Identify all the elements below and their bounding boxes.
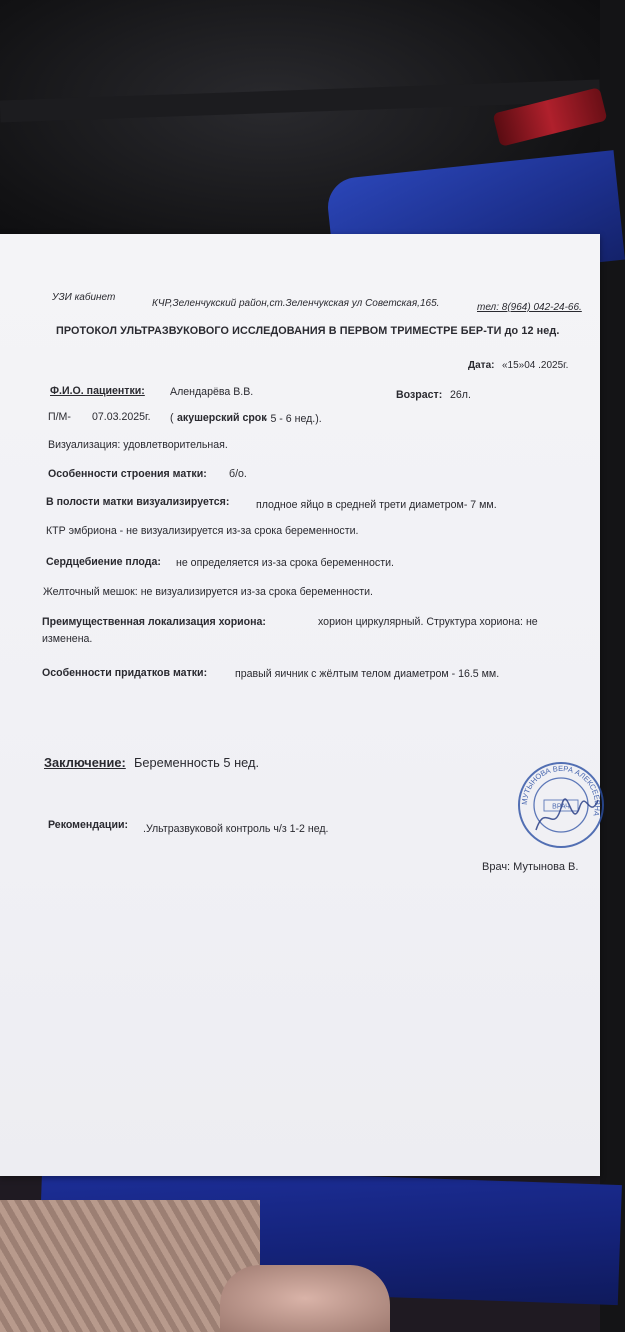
doctor-stamp xyxy=(516,760,606,850)
clinic-address: КЧР,Зеленчукский район,ст.Зеленчукская ул Советская,165. xyxy=(152,298,440,309)
doctor-signature-line: Врач: Мутынова В. xyxy=(482,861,579,873)
chorion-value-continued: изменена. xyxy=(42,633,93,645)
term-label: акушерский срок xyxy=(177,412,267,424)
paper-sheet xyxy=(0,234,603,1176)
uterus-value: б/о. xyxy=(229,468,247,480)
stamp-center-text: ВРАЧ xyxy=(552,803,570,811)
term-open: ( xyxy=(170,412,174,424)
cavity-value: плодное яйцо в средней трети диаметром- 7 мм. xyxy=(256,499,497,511)
date-value: «15»04 .2025г. xyxy=(502,360,569,371)
cavity-label: В полости матки визуализируется: xyxy=(46,496,230,508)
conclusion-value: Беременность 5 нед. xyxy=(134,755,259,770)
yolk-sac-line: Желточный мешок: не визуализируется из-за срока беременности. xyxy=(43,586,373,598)
date-label: Дата: xyxy=(468,360,495,371)
ktr-line: КТР эмбриона - не визуализируется из-за срока беременности. xyxy=(46,525,359,537)
background-pink-object xyxy=(220,1265,390,1332)
visualization-line: Визуализация: удовлетворительная. xyxy=(48,439,228,451)
adnexa-label: Особенности придатков матки: xyxy=(42,667,208,679)
chorion-value: хорион циркулярный. Структура хориона: не xyxy=(318,616,538,628)
heartbeat-value: не определяется из-за срока беременности. xyxy=(176,557,394,569)
office-label: УЗИ кабинет xyxy=(52,292,116,303)
recommendations-label: Рекомендации: xyxy=(48,819,128,831)
recommendations-value: .Ультразвуковой контроль ч/з 1-2 нед. xyxy=(143,823,329,835)
document-title: ПРОТОКОЛ УЛЬТРАЗВУКОВОГО ИССЛЕДОВАНИЯ В ПЕРВОМ ТРИМЕСТРЕ БЕР-ТИ до 12 нед. xyxy=(56,325,560,337)
heartbeat-label: Сердцебиение плода: xyxy=(46,556,161,568)
term-value: - 5 - 6 нед.). xyxy=(264,413,322,425)
patient-name-value: Алендарёва В.В. xyxy=(170,386,254,398)
uterus-label: Особенности строения матки: xyxy=(48,468,207,480)
age-label: Возраст: xyxy=(396,389,443,401)
conclusion-label: Заключение: xyxy=(44,755,126,770)
lmp-value: 07.03.2025г. xyxy=(92,411,151,423)
chorion-label: Преимущественная локализация хориона: xyxy=(42,616,266,628)
age-value: 26л. xyxy=(450,389,471,401)
patient-name-label: Ф.И.О. пациентки: xyxy=(50,385,145,397)
stamp-ring-text: МУТЫНОВА ВЕРА АЛЕКСЕЕВНА xyxy=(519,763,603,818)
lmp-label: П/М- xyxy=(48,411,71,423)
adnexa-value: правый яичник с жёлтым телом диаметром - 16.5 мм. xyxy=(235,668,500,680)
ultrasound-protocol xyxy=(0,234,603,1176)
clinic-phone: тел: 8(964) 042-24-66. xyxy=(477,302,582,313)
